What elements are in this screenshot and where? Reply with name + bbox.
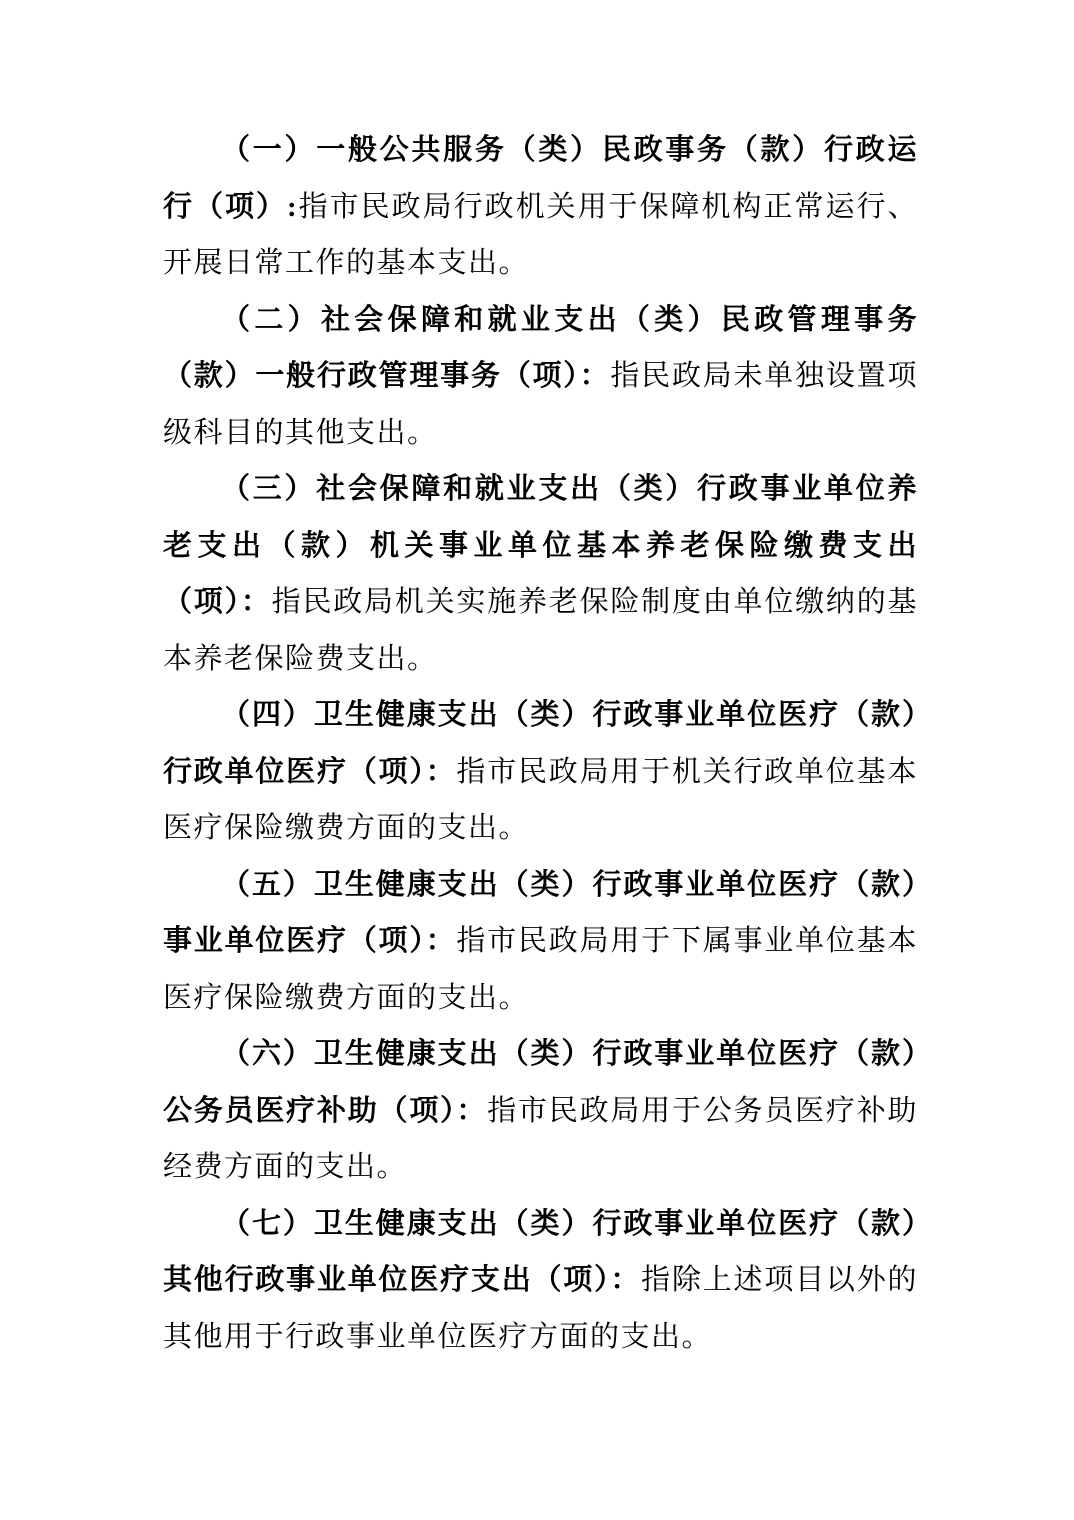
paragraph-heading: （六）卫生健康支出（类）行政事业单位医疗（款）公务员医疗补助（项）： xyxy=(163,1038,918,1127)
paragraph-body: 指除上述项目以外的其他用于行政事业单位医疗方面的支出。 xyxy=(163,1264,918,1353)
paragraph-body: 指市民政局用于公务员医疗补助经费方面的支出。 xyxy=(163,1094,918,1183)
paragraph xyxy=(163,292,918,462)
paragraph-heading: （一）一般公共服务（类）民政事务（款）行政运行（项）: xyxy=(163,134,918,223)
paragraph-body: 指民政局未单独设置项级科目的其他支出。 xyxy=(163,360,918,449)
paragraph-heading: （二）社会保障和就业支出（类）民政管理事务（款）一般行政管理事务（项）： xyxy=(163,303,918,392)
paragraph-body: 指市民政局用于机关行政单位基本医疗保险缴费方面的支出。 xyxy=(163,755,918,844)
paragraph-heading: （四）卫生健康支出（类）行政事业单位医疗（款）行政单位医疗（项）： xyxy=(163,699,918,788)
paragraph xyxy=(163,1196,918,1366)
paragraph-heading: （七）卫生健康支出（类）行政事业单位医疗（款）其他行政事业单位医疗支出（项）： xyxy=(163,1207,918,1296)
paragraph-body: 指民政局机关实施养老保险制度由单位缴纳的基本养老保险费支出。 xyxy=(163,586,918,675)
paragraph-body: 指市民政局行政机关用于保障机构正常运行、开展日常工作的基本支出。 xyxy=(163,190,918,279)
paragraph-heading: （五）卫生健康支出（类）行政事业单位医疗（款）事业单位医疗（项）： xyxy=(163,868,918,957)
paragraph xyxy=(163,122,918,292)
paragraph xyxy=(163,687,918,857)
paragraph xyxy=(163,1026,918,1196)
paragraph-body: 指市民政局用于下属事业单位基本医疗保险缴费方面的支出。 xyxy=(163,925,918,1014)
paragraph xyxy=(163,461,918,687)
paragraph xyxy=(163,857,918,1027)
paragraph-heading: （三）社会保障和就业支出（类）行政事业单位养老支出（款）机关事业单位基本养老保险缴费支出（项）： xyxy=(163,473,918,618)
